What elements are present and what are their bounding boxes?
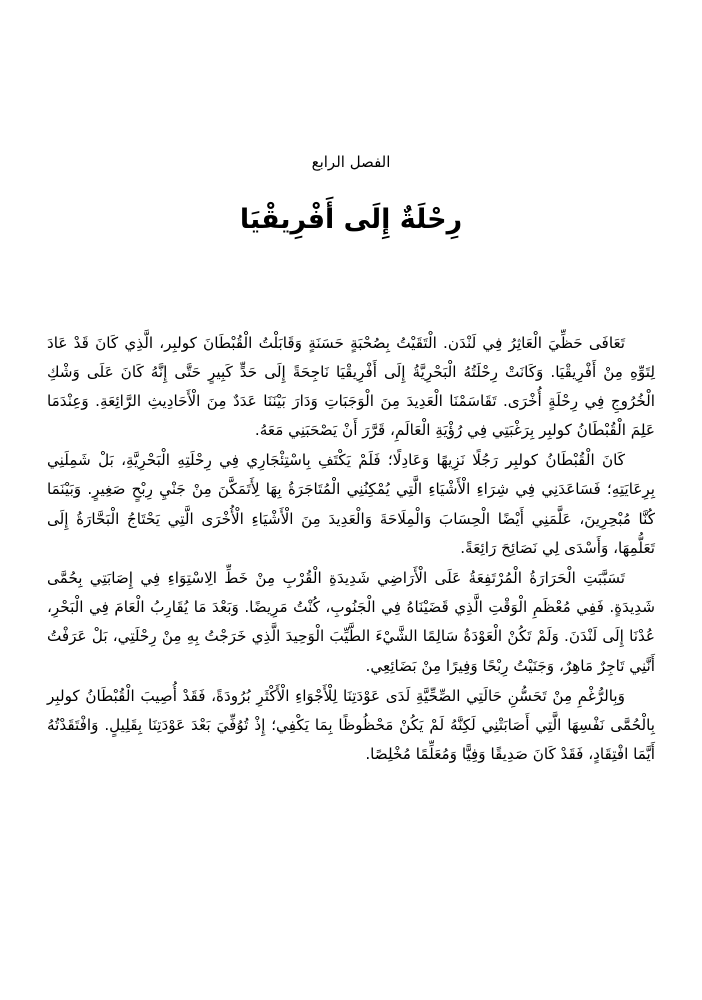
paragraph: تَسَبَّبَتِ الْحَرَارَةُ الْمُرْتَفِعَةُ عَلَى الْأَرَاضِي شَدِيدَةِ الْقُرْبِ مِنْ خَطِّ الِاسْتِوَاءِ فِي إِصَابَتِي بِحُمَّى شَدِيدَةٍ. فَفِي مُعْظَمِ الْوَقْتِ الَّذِي قَضَيْنَاهُ فِي الْجَنُوبِ، كُنْتُ مَرِيضًا. وَبَعْدَ مَا يُقَارِبُ الْعَامَ فِي الْبَحْرِ، عُدْنَا إِلَى لَنْدَنَ. وَلَمْ تَكُنْ الْعَوْدَةُ سَالِمًا الشَّيْءَ الطَّيِّبَ الْوَحِيدَ الَّذِي خَرَجْتُ بِهِ مِنْ رِحْلَتِي، بَلْ عَرَفْتُ أَنَّنِي تَاجِرٌ مَاهِرٌ، وَجَنَيْتُ رِبْحًا وَفِيرًا مِنْ بَضَائِعِي.	[47, 569, 655, 675]
paragraph: تَعَافَى حَظِّيَ الْعَاثِرُ فِي لَنْدَن. الْتَقَيْتُ بِصُحْبَةٍ حَسَنَةٍ وَقَابَلْتُ الْقُبْطَانَ كولبِر، الَّذِي كَانَ قَدْ عَادَ لِتَوِّهِ مِنْ أَفْرِيقْيَا. وَكَانَتْ رِحْلَتُهُ الْبَحْرِيَّةُ إِلَى أَفْرِيقْيَا نَاجِحَةً إِلَى حَدٍّ كَبِيرٍ حَتَّى إِنَّهُ كَانَ عَلَى وَشْكِ الْخُرُوجِ فِي رِحْلَةٍ أُخْرَى. تَقَاسَمْنَا الْعَدِيدَ مِنَ الْوَجَبَاتِ وَدَارَ بَيْنَنَا عَدَدٌ مِنَ الْأَحَادِيثِ الرَّائِعَةِ. وَعِنْدَمَا عَلِمَ الْقُبْطَانُ كولبِر بِرَغْبَتِي فِي رُؤْيَةِ الْعَالَمِ، قَرَّرَ أَنْ يَصْحَبَنِي مَعَهُ.	[47, 333, 655, 440]
chapter-title: رِحْلَةٌ إِلَى أَفْرِيقْيَا	[239, 204, 463, 235]
chapter-label: الفصل الرابع	[311, 153, 391, 171]
paragraph: وَبِالرُّغْمِ مِنْ تَحَسُّنِ حَالَتِي الصِّحِّيَّةِ لَدَى عَوْدَتِنَا لِلْأَجْوَاءِ الْأَكْثَرِ بُرُودَةً، فَقَدْ أُصِيبَ الْقُبْطَانُ كولبِر بِالْحُمَّى نَفْسِهَا الَّتِي أَصَابَتْنِي لَكِنَّهُ لَمْ يَكُنْ مَحْظُوظًا بِمَا يَكْفِي؛ إِذْ تُوُفِّيَ بَعْدَ عَوْدَتِنَا بِقَلِيلٍ. وَافْتَقَدْتُهُ أَيَّمَا افْتِقَادٍ، فَقَدْ كَانَ صَدِيقًا وَفِيًّا وَمُعَلِّمًا مُخْلِصًا.	[47, 686, 655, 764]
page-content	[47, 150, 655, 769]
paragraph: كَانَ الْقُبْطَانُ كولبِر رَجُلًا نَزِيهًا وَعَادِلًا؛ فَلَمْ يَكْتَفِ بِاسْتِئْجَارِي فِي رِحْلَتِهِ الْبَحْرِيَّةِ، بَلْ شَمِلَنِي بِرِعَايَتِهِ؛ فَسَاعَدَنِي فِي شِرَاءِ الْأَشْيَاءِ الَّتِي يُمْكِنُنِي الْمُتَاجَرَةُ بِهَا لِأَتَمَكَّنَ مِنْ جَنْيِ رِبْحٍ صَغِيرٍ. وَبَيْنَمَا كُنَّا مُبْحِرِينَ، عَلَّمَنِي أَيْضًا الْحِسَابَ وَالْمِلَاحَةَ وَالْعَدِيدَ مِنَ الْأَشْيَاءِ الْأُخْرَى الَّتِي يَحْتَاجُ الْبَحَّارَةُ إِلَى تَعَلُّمِهَا، وَأَسْدَى لِي نَصَائِحَ رَائِعَةً.	[47, 451, 655, 557]
body-text	[47, 329, 655, 770]
